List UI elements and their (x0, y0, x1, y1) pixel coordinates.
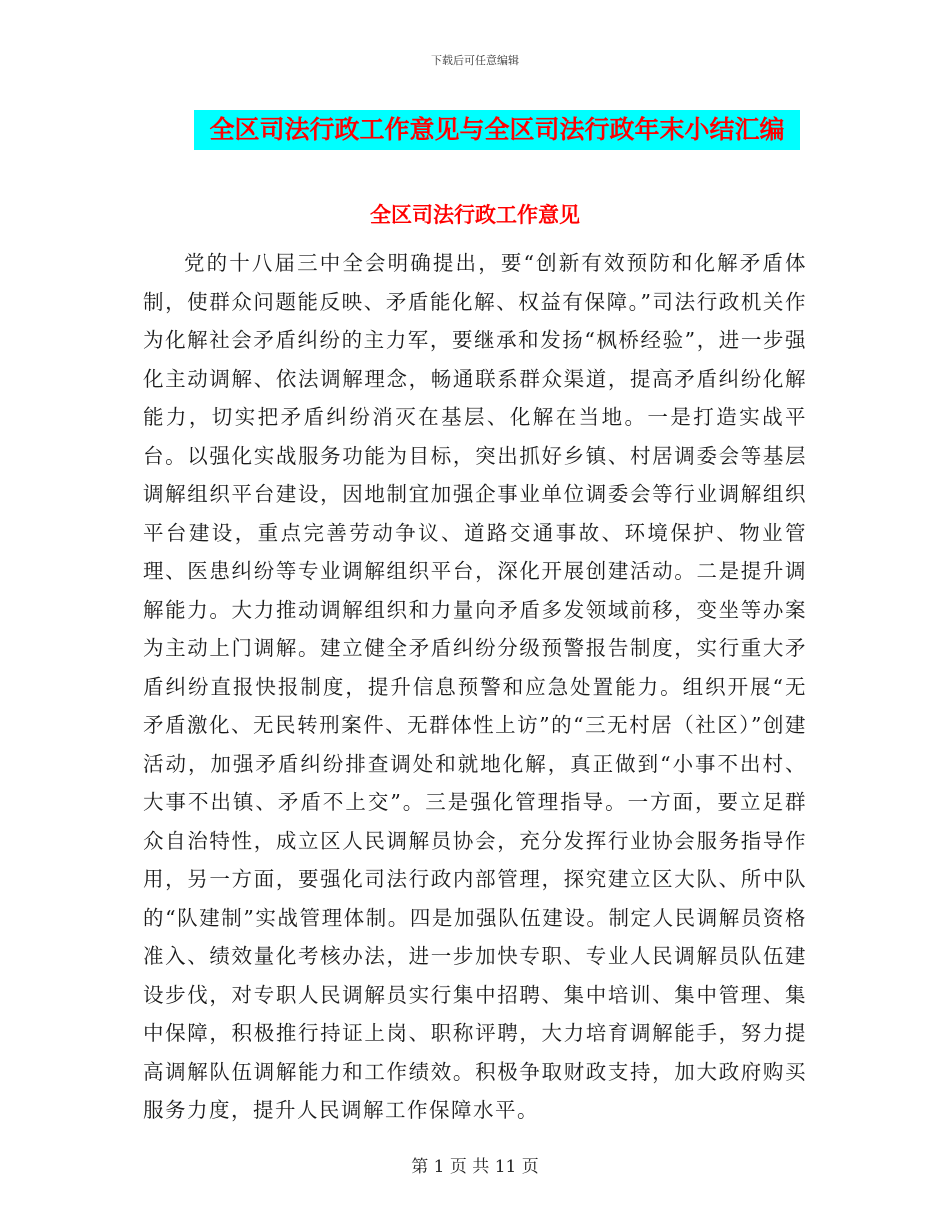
document-title-highlight (194, 110, 800, 150)
document-title: 全区司法行政工作意见与全区司法行政年末小结汇编 (209, 115, 785, 144)
page-header-note: 下载后可任意编辑 (431, 54, 519, 67)
page-number-footer: 第 1 页 共 11 页 (411, 1157, 539, 1177)
body-paragraph: 党的十八届三中全会明确提出，要“创新有效预防和化解矛盾体制，使群众问题能反映、矛盾能化解、权益有保障。”司法行政机关作为化解社会矛盾纠纷的主力军，要继承和发扬“枫桥经验”，进一步强化主动调解、依法调解理念，畅通联系群众渠道，提高矛盾纠纷化解能力，切实把矛盾纠纷消灭在基层、化解在当地。一是打造实战平台。以强化实战服务功能为目标，突出抓好乡镇、村居调委会等基层调解组织平台建设，因地制宜加强企事业单位调委会等行业调解组织平台建设，重点完善劳动争议、道路交通事故、环境保护、物业管理、医患纠纷等专业调解组织平台，深化开展创建活动。二是提升调解能力。大力推动调解组织和力量向矛盾多发领域前移，变坐等办案为主动上门调解。建立健全矛盾纠纷分级预警报告制度，实行重大矛盾纠纷直报快报制度，提升信息预警和应急处置能力。组织开展“无矛盾激化、无民转刑案件、无群体性上访”的“三无村居（社区）”创建活动，加强矛盾纠纷排查调处和就地化解，真正做到“小事不出村、大事不出镇、矛盾不上交”。三是强化管理指导。一方面，要立足群众自治特性，成立区人民调解员协会，充分发挥行业协会服务指导作用，另一方面，要强化司法行政内部管理，探究建立区大队、所中队的“队建制”实战管理体制。四是加强队伍建设。制定人民调解员资格准入、绩效量化考核办法，进一步加快专职、专业人民调解员队伍建设步伐，对专职人民调解员实行集中招聘、集中培训、集中管理、集中保障，积极推行持证上岗、职称评聘，大力培育调解能手，努力提高调解队伍调解能力和工作绩效。积极争取财政支持，加大政府购买服务力度，提升人民调解工作保障水平。 (143, 251, 807, 1122)
section-title: 全区司法行政工作意见 (370, 202, 580, 227)
